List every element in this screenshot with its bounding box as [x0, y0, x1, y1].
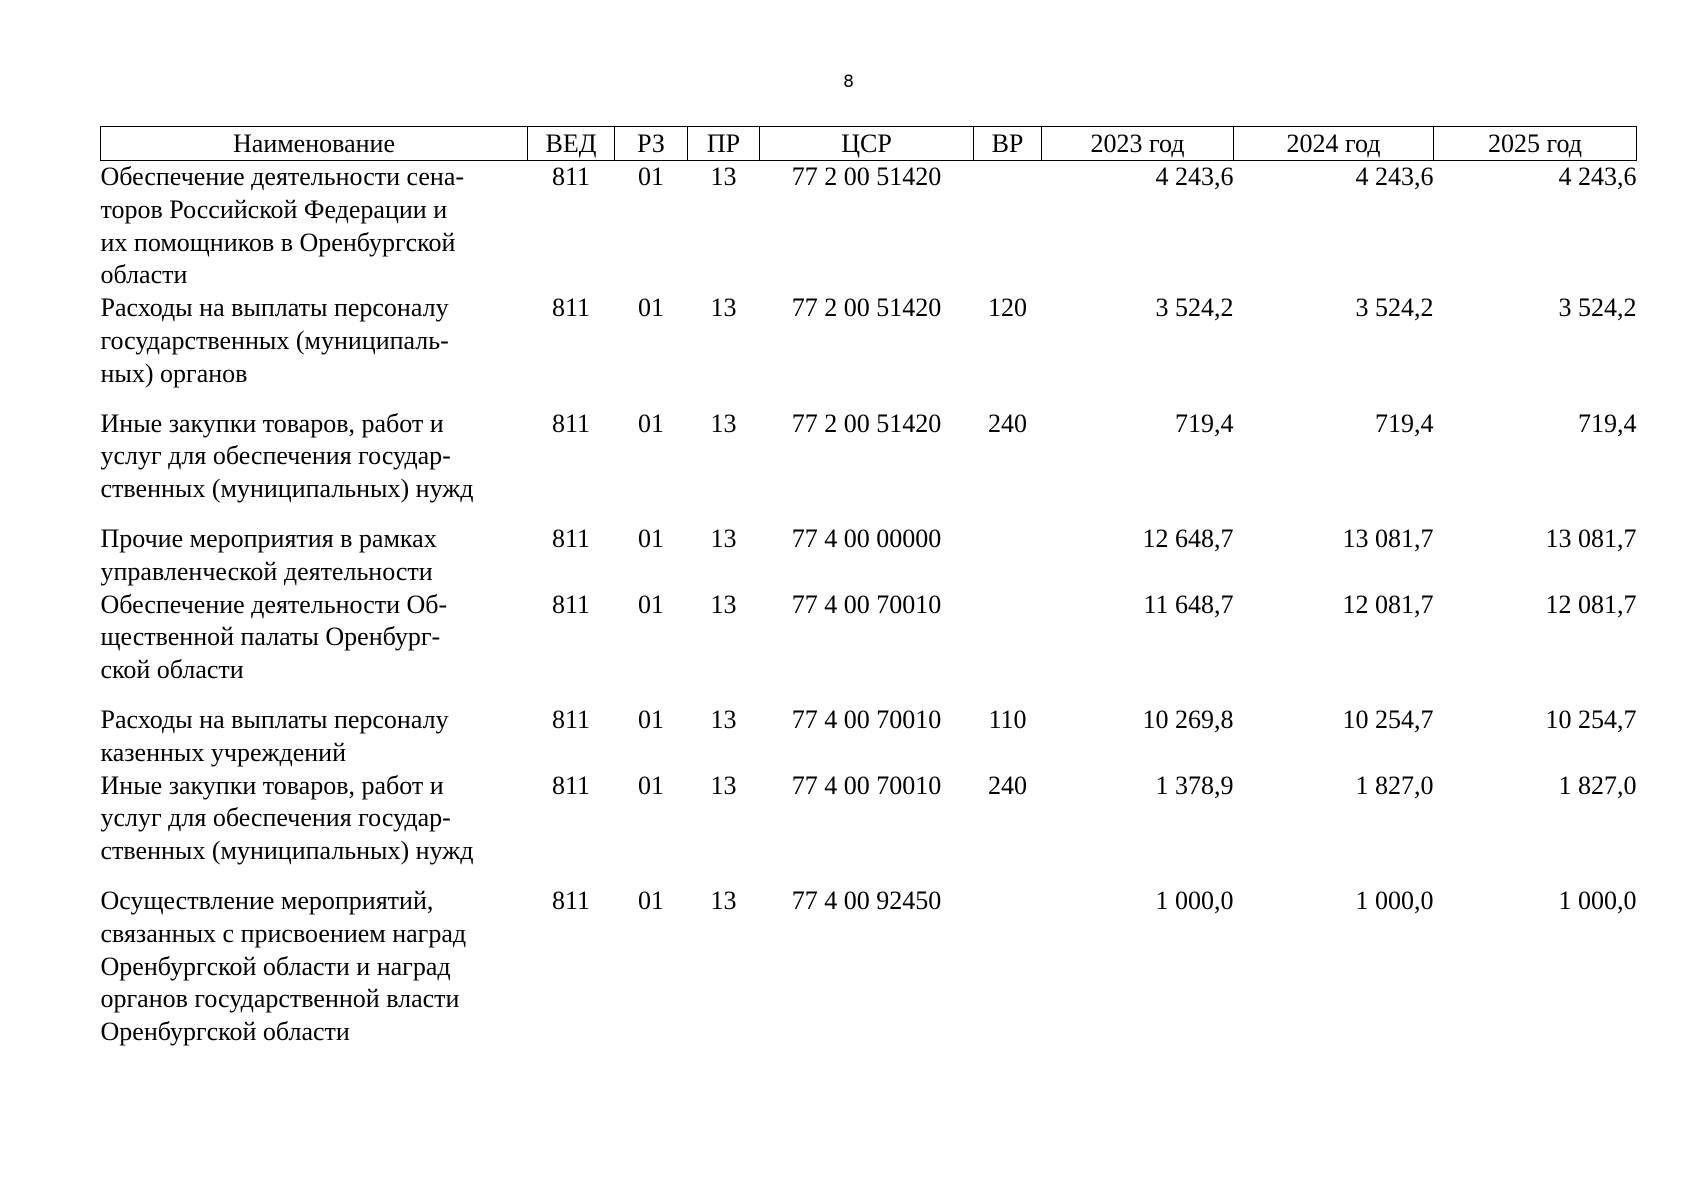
row-pr: 13: [710, 523, 737, 553]
row-2025: 1 000,0: [1558, 885, 1637, 915]
page-number: 8: [843, 72, 854, 92]
row-pr: 13: [710, 885, 737, 915]
row-2024: 3 524,2: [1355, 293, 1434, 323]
header-vr: ВР: [974, 127, 1042, 161]
row-ved: 811: [551, 293, 591, 323]
row-2024: 1 000,0: [1355, 885, 1434, 915]
row-vr: [974, 523, 1042, 589]
table-row: [101, 770, 1637, 885]
row-2023: 11 648,7: [1143, 589, 1234, 619]
row-2025: 4 243,6: [1558, 162, 1637, 191]
row-rz: 01: [638, 704, 664, 734]
row-2024: 719,4: [1375, 408, 1434, 438]
row-ved: 811: [551, 770, 591, 800]
row-rz: 01: [638, 162, 664, 191]
row-pr: 13: [710, 162, 737, 191]
row-rz: 01: [638, 293, 664, 323]
row-2023: 1 000,0: [1155, 885, 1234, 915]
row-2025: 1 827,0: [1558, 770, 1637, 800]
row-vr: 240: [988, 770, 1027, 800]
table-row: [101, 408, 1637, 523]
row-2025: 13 081,7: [1545, 523, 1637, 553]
header-2025: 2025 год: [1434, 127, 1637, 161]
row-csr: 77 4 00 70010: [791, 704, 942, 734]
header-2023: 2023 год: [1042, 127, 1234, 161]
row-name: Иные закупки товаров, работ и услуг для обеспечения государ- ственных (муниципальных) нужд: [100, 408, 474, 504]
row-name: Расходы на выплаты персоналу казенных учреждений: [100, 704, 449, 767]
row-pr: 13: [710, 770, 737, 800]
row-ved: 811: [551, 162, 591, 191]
row-rz: 01: [638, 408, 664, 438]
row-name: Иные закупки товаров, работ и услуг для обеспечения государ- ственных (муниципальных) нужд: [100, 770, 474, 866]
row-csr: 77 2 00 51420: [791, 162, 942, 191]
row-2025: 10 254,7: [1545, 704, 1637, 734]
row-pr: 13: [710, 408, 737, 438]
table-row: [101, 589, 1637, 704]
row-ved: 811: [551, 523, 591, 553]
table-header-row: [101, 127, 1637, 161]
header-2024: 2024 год: [1234, 127, 1434, 161]
row-csr: 77 4 00 70010: [791, 770, 942, 800]
header-ved: ВЕД: [528, 127, 615, 161]
row-2024: 4 243,6: [1355, 162, 1434, 191]
row-2025: 12 081,7: [1545, 589, 1637, 619]
row-ved: 811: [551, 885, 591, 915]
row-rz: 01: [638, 589, 664, 619]
row-2023: 4 243,6: [1155, 162, 1234, 191]
row-2025: 719,4: [1578, 408, 1637, 438]
header-name: Наименование: [101, 127, 528, 161]
row-pr: 13: [710, 293, 737, 323]
row-csr: 77 2 00 51420: [791, 408, 942, 438]
row-2023: 1 378,9: [1155, 770, 1234, 800]
table-row: [101, 704, 1637, 770]
table-row: [101, 885, 1637, 1049]
row-vr: [974, 161, 1042, 293]
row-name: Обеспечение деятельности сена- торов Российской Федерации и их помощников в Оренбургской области: [100, 162, 465, 290]
row-rz: 01: [638, 885, 664, 915]
row-csr: 77 4 00 00000: [791, 523, 942, 553]
row-ved: 811: [551, 589, 591, 619]
header-rz: РЗ: [615, 127, 688, 161]
budget-table: [100, 126, 1637, 1049]
header-csr: ЦСР: [760, 127, 974, 161]
table-row: [101, 292, 1637, 407]
row-rz: 01: [638, 770, 664, 800]
row-csr: 77 2 00 51420: [791, 293, 942, 323]
row-vr: [974, 885, 1042, 1049]
row-vr: 120: [988, 293, 1027, 323]
row-2025: 3 524,2: [1558, 293, 1637, 323]
row-2023: 10 269,8: [1142, 704, 1234, 734]
row-rz: 01: [638, 523, 664, 553]
row-ved: 811: [551, 408, 591, 438]
row-csr: 77 4 00 70010: [791, 589, 942, 619]
row-2024: 13 081,7: [1342, 523, 1434, 553]
row-2024: 10 254,7: [1342, 704, 1434, 734]
row-name: Расходы на выплаты персоналу государственных (муниципаль- ных) органов: [100, 293, 449, 388]
row-vr: [974, 589, 1042, 704]
row-pr: 13: [710, 704, 737, 734]
table-row: [101, 161, 1637, 293]
row-vr: 110: [988, 704, 1027, 734]
row-2024: 1 827,0: [1355, 770, 1434, 800]
row-name: Прочие мероприятия в рамках управленческой деятельности: [100, 523, 437, 586]
table-row: [101, 523, 1637, 589]
row-2023: 719,4: [1175, 408, 1234, 438]
row-name: Обеспечение деятельности Об- щественной палаты Оренбург- ской области: [100, 589, 448, 685]
row-2023: 3 524,2: [1155, 293, 1234, 323]
row-2023: 12 648,7: [1142, 523, 1234, 553]
row-vr: 240: [988, 408, 1027, 438]
header-pr: ПР: [688, 127, 760, 161]
row-csr: 77 4 00 92450: [791, 885, 942, 915]
row-2024: 12 081,7: [1342, 589, 1434, 619]
row-name: Осуществление мероприятий, связанных с присвоением наград Оренбургской области и наград органов государственной власти Оренбургской области: [100, 885, 467, 1047]
row-pr: 13: [710, 589, 737, 619]
row-ved: 811: [551, 704, 591, 734]
